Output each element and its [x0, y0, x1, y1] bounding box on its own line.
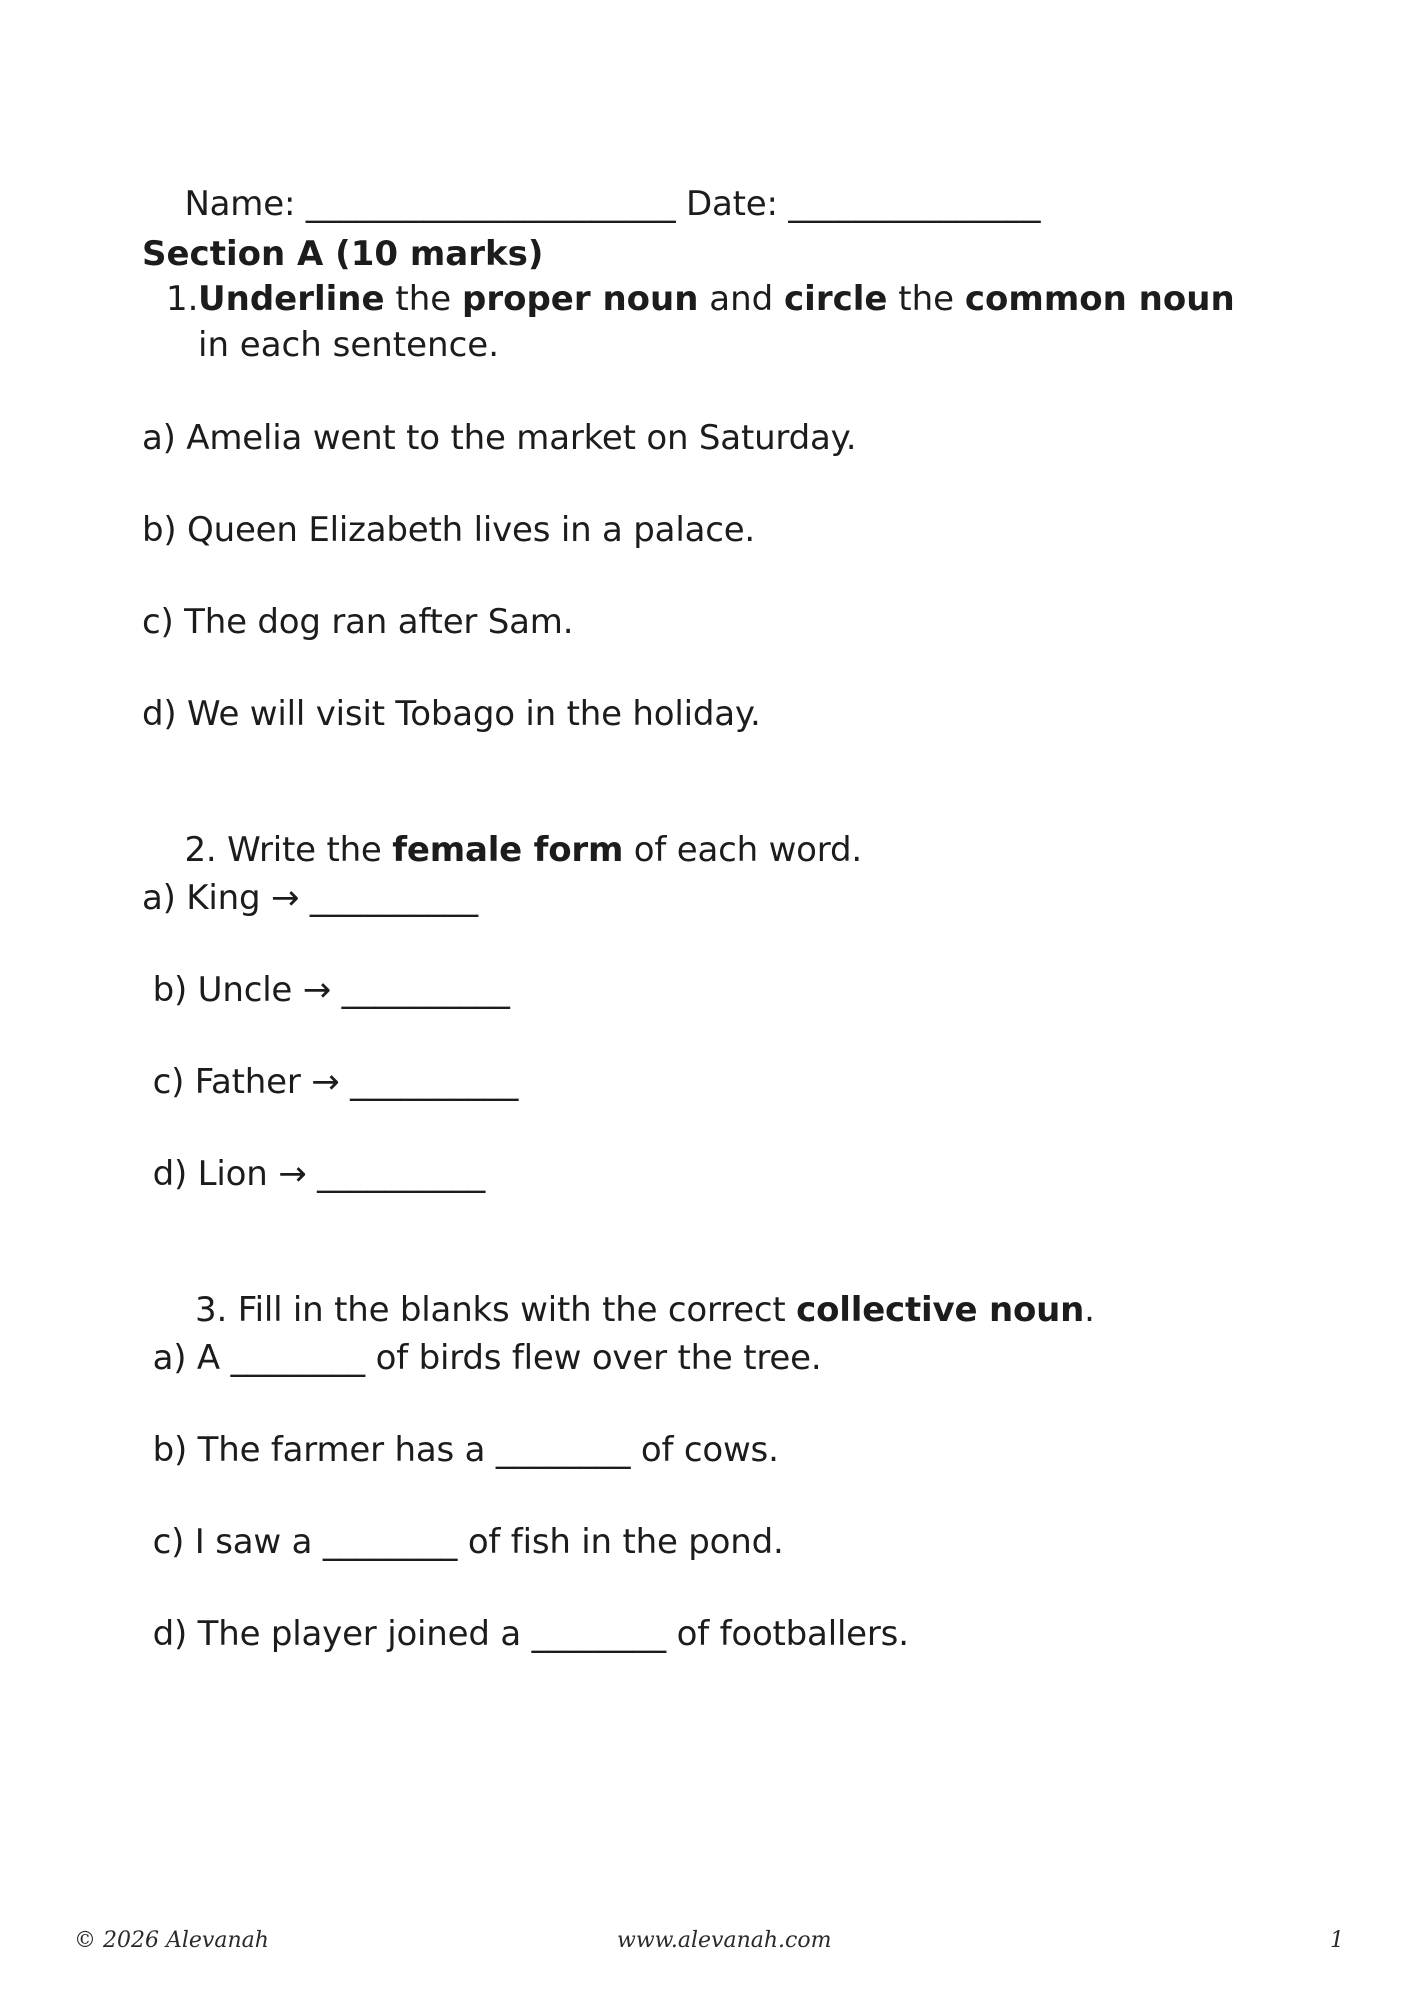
question-1-instruction	[142, 276, 1262, 368]
q3-suffix: .	[1084, 1290, 1095, 1330]
question-2-item-d: d) Lion → __________	[142, 1154, 486, 1194]
q1-part-underline: Underline	[198, 279, 385, 319]
question-1-number: 1.	[166, 279, 199, 319]
question-1-item-a: a) Amelia went to the market on Saturday.	[142, 418, 857, 458]
question-3-item-a: a) A ________ of birds flew over the tree.	[142, 1338, 822, 1378]
question-3-item-d: d) The player joined a ________ of footballers.	[142, 1614, 909, 1654]
section-title: Section A (10 marks)	[142, 234, 544, 274]
q1-part-proper-noun: proper noun	[461, 279, 699, 319]
question-2-item-b: b) Uncle → __________	[142, 970, 510, 1010]
date-label: Date:	[675, 184, 789, 224]
footer-copyright: © 2026 Alevanah	[74, 1928, 269, 1953]
question-3-item-c: c) I saw a ________ of fish in the pond.	[142, 1522, 784, 1562]
q1-part-2: the	[384, 279, 462, 319]
q2-prefix: 2. Write the	[184, 830, 393, 870]
question-2-item-c: c) Father → __________	[142, 1062, 519, 1102]
q3-bold: collective noun	[796, 1290, 1085, 1330]
footer-website: www.alevanah.com	[617, 1928, 832, 1953]
question-1-item-d: d) We will visit Tobago in the holiday.	[142, 694, 761, 734]
name-blank: ______________________	[305, 184, 676, 224]
q1-part-6: the	[887, 279, 965, 319]
question-3-item-b: b) The farmer has a ________ of cows.	[142, 1430, 779, 1470]
date-blank: _______________	[788, 184, 1041, 224]
q1-part-circle: circle	[784, 279, 888, 319]
q2-bold: female form	[392, 830, 624, 870]
question-1-item-c: c) The dog ran after Sam.	[142, 602, 574, 642]
footer-page-number: 1	[1330, 1928, 1344, 1953]
q2-suffix: of each word.	[623, 830, 862, 870]
q1-part-4: and	[698, 279, 785, 319]
question-1-item-b: b) Queen Elizabeth lives in a palace.	[142, 510, 756, 550]
q1-part-common-noun: common noun	[964, 279, 1235, 319]
q1-part-8: in each sentence.	[198, 325, 500, 365]
name-label: Name:	[184, 184, 306, 224]
q3-prefix: 3. Fill in the blanks with the correct	[184, 1290, 797, 1330]
question-1-text	[198, 276, 1262, 368]
question-2-item-a: a) King → __________	[142, 878, 478, 918]
